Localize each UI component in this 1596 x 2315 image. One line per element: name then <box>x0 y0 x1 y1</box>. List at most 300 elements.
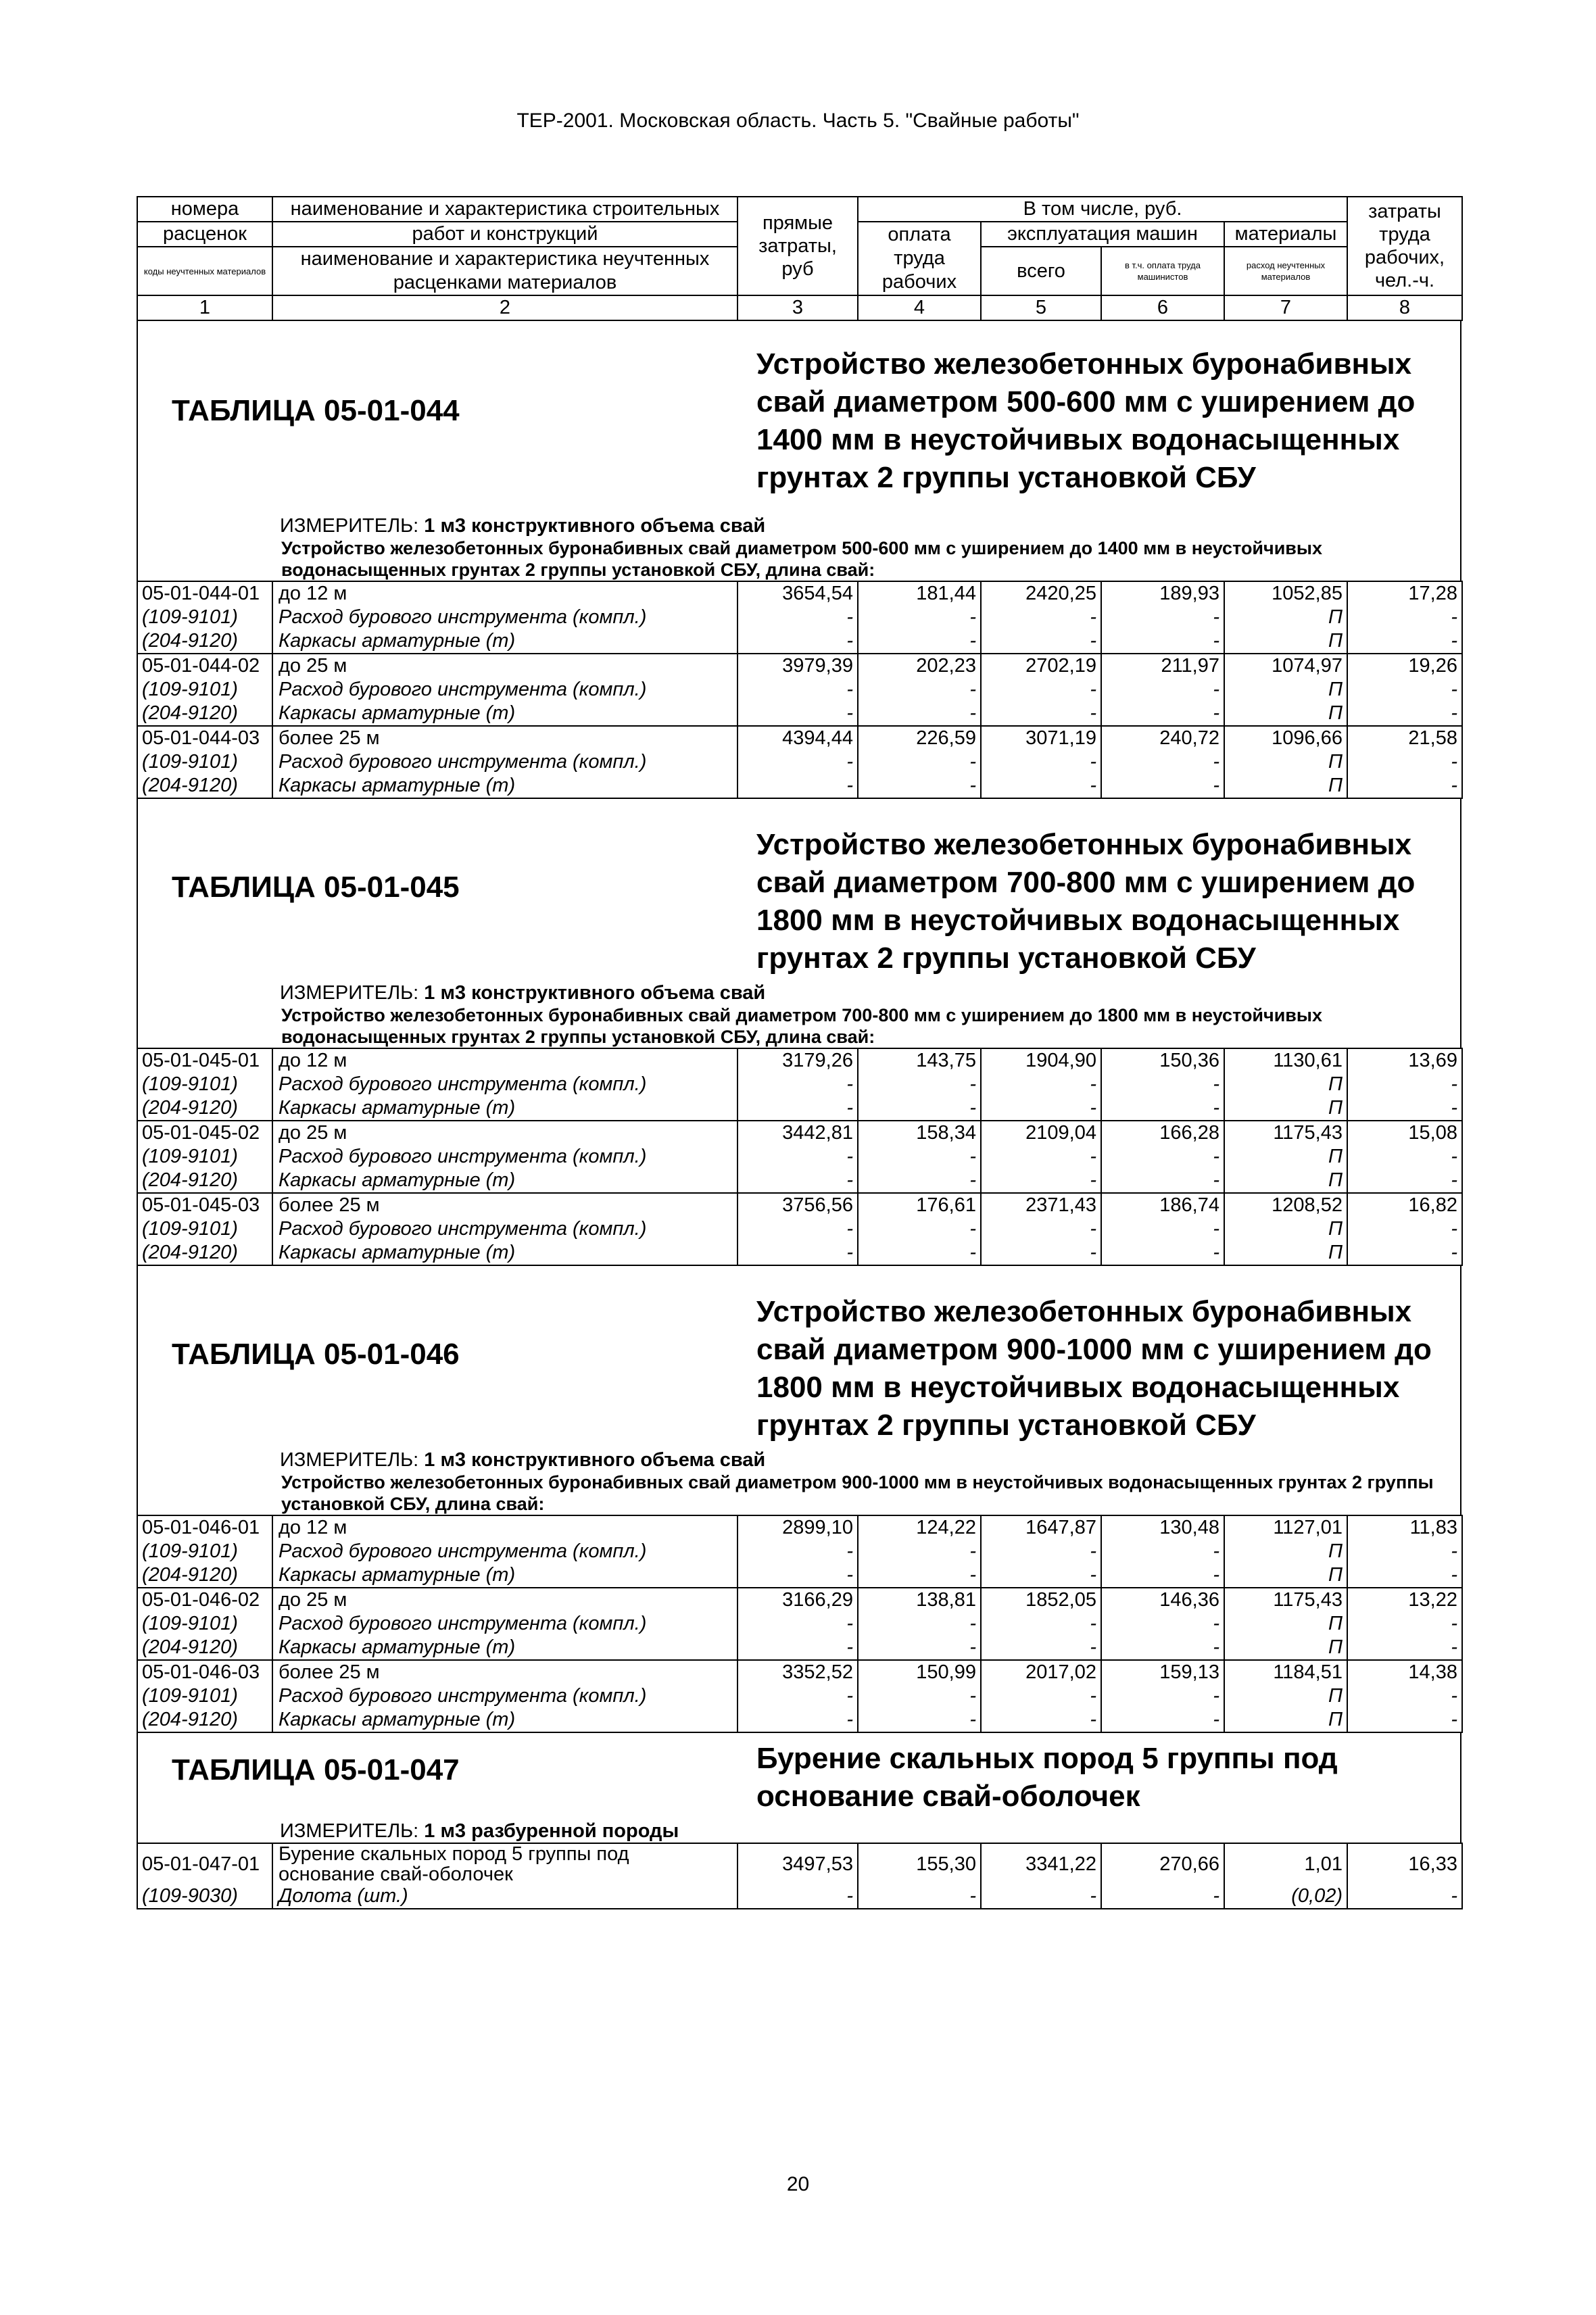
dash: - <box>1101 1563 1224 1588</box>
resource-name: Расход бурового инструмента (компл.) <box>272 1145 737 1169</box>
cell-machinist-pay: 270,66 <box>1101 1843 1224 1884</box>
resource-code: (109-9101) <box>137 750 272 774</box>
dash: - <box>1101 1884 1224 1909</box>
header-num: 2 <box>272 295 737 320</box>
cell-direct-costs: 3979,39 <box>737 654 858 678</box>
resource-row <box>137 774 1462 798</box>
cell-machinist-pay: 146,36 <box>1101 1588 1224 1612</box>
row-code: 05-01-045-03 <box>137 1193 272 1217</box>
dash: - <box>1347 1096 1462 1121</box>
resource-name: Расход бурового инструмента (компл.) <box>272 1073 737 1096</box>
cell-labor-hours: 11,83 <box>1347 1515 1462 1540</box>
dash: - <box>1347 1540 1462 1563</box>
row-code: 05-01-046-01 <box>137 1515 272 1540</box>
measure <box>138 514 1460 537</box>
header-c3: прямые затраты, руб <box>737 197 858 295</box>
dash: - <box>981 1145 1101 1169</box>
dash: - <box>1347 1241 1462 1265</box>
table-row <box>137 1193 1462 1217</box>
resource-row <box>137 1563 1462 1588</box>
dash: - <box>737 1540 858 1563</box>
resource-row <box>137 629 1462 654</box>
table-description: Устройство железобетонных буронабивных свай диаметром 900-1000 мм в неустойчивых водонасыщенных грунтах 2 группы установкой СБУ, длина свай: <box>281 1472 1434 1514</box>
cell-direct-costs: 3179,26 <box>737 1048 858 1073</box>
dash: - <box>1101 678 1224 702</box>
row-name: до 12 м <box>272 1515 737 1540</box>
cell-labor-hours: 14,38 <box>1347 1660 1462 1684</box>
row-name: до 25 м <box>272 1588 737 1612</box>
row-code: 05-01-047-01 <box>137 1843 272 1884</box>
resource-code: (109-9101) <box>137 1684 272 1708</box>
row-name: до 12 м <box>272 1048 737 1073</box>
table-title: Устройство железобетонных буронабивных свай диаметром 700-800 мм с уширением до 1800 мм в неустойчивых водонасыщенных грунтах 2 группы установкой СБУ <box>756 828 1416 975</box>
dash: - <box>858 678 981 702</box>
measure <box>138 981 1460 1004</box>
dash: - <box>1347 678 1462 702</box>
dash: - <box>1347 1169 1462 1193</box>
table-id: ТАБЛИЦА 05-01-047 <box>172 1753 460 1786</box>
resource-code: (204-9120) <box>137 774 272 798</box>
header-c5: всего <box>981 247 1101 295</box>
resource-marker: П <box>1224 1217 1347 1241</box>
dash: - <box>1347 1708 1462 1732</box>
cell-labor-pay: 202,23 <box>858 654 981 678</box>
cell-labor-pay: 124,22 <box>858 1515 981 1540</box>
resource-marker: П <box>1224 1145 1347 1169</box>
price-table <box>137 1515 1463 1733</box>
dash: - <box>737 1708 858 1732</box>
resource-name: Каркасы арматурные (т) <box>272 774 737 798</box>
header-c1-bot: коды неучтенных материалов <box>137 247 272 295</box>
header-machines: эксплуатация машин <box>981 222 1224 247</box>
dash: - <box>1101 1217 1224 1241</box>
cell-machines-total: 3341,22 <box>981 1843 1101 1884</box>
cell-materials: 1175,43 <box>1224 1121 1347 1145</box>
table-row <box>137 1843 1462 1884</box>
cell-direct-costs: 3166,29 <box>737 1588 858 1612</box>
resource-marker: П <box>1224 1241 1347 1265</box>
measure <box>138 1820 1460 1843</box>
measure-value: 1 м3 конструктивного объема свай <box>424 1449 766 1471</box>
dash: - <box>1347 629 1462 654</box>
cell-materials: 1208,52 <box>1224 1193 1347 1217</box>
resource-name: Расход бурового инструмента (компл.) <box>272 1217 737 1241</box>
row-name: до 25 м <box>272 1121 737 1145</box>
resource-code: (109-9101) <box>137 1145 272 1169</box>
row-name: до 12 м <box>272 581 737 606</box>
row-name: Бурение скальных пород 5 группы под основание свай-оболочек <box>272 1843 737 1884</box>
cell-labor-pay: 226,59 <box>858 726 981 750</box>
table-section <box>137 1733 1461 1843</box>
dash: - <box>981 1540 1101 1563</box>
dash: - <box>981 1217 1101 1241</box>
row-code: 05-01-046-03 <box>137 1660 272 1684</box>
dash: - <box>981 702 1101 726</box>
cell-machines-total: 2017,02 <box>981 1660 1101 1684</box>
dash: - <box>981 606 1101 629</box>
dash: - <box>737 774 858 798</box>
table-row <box>137 726 1462 750</box>
dash: - <box>737 1145 858 1169</box>
resource-row <box>137 1073 1462 1096</box>
document-body <box>137 196 1461 1909</box>
resource-code: (109-9101) <box>137 1073 272 1096</box>
dash: - <box>737 1612 858 1636</box>
resource-row <box>137 1096 1462 1121</box>
table-title: Устройство железобетонных буронабивных свай диаметром 500-600 мм с уширением до 1400 мм в неустойчивых водонасыщенных грунтах 2 группы установкой СБУ <box>756 347 1416 494</box>
dash: - <box>1101 1636 1224 1660</box>
dash: - <box>737 1169 858 1193</box>
cell-machines-total: 2420,25 <box>981 581 1101 606</box>
resource-code: (204-9120) <box>137 1096 272 1121</box>
row-code: 05-01-045-01 <box>137 1048 272 1073</box>
header-c6: в т.ч. оплата труда машинистов <box>1101 247 1224 295</box>
dash: - <box>858 1563 981 1588</box>
cell-direct-costs: 3497,53 <box>737 1843 858 1884</box>
dash: - <box>858 1169 981 1193</box>
dash: - <box>1347 606 1462 629</box>
resource-row <box>137 750 1462 774</box>
resource-marker: П <box>1224 702 1347 726</box>
resource-name: Долота (шт.) <box>272 1884 737 1909</box>
dash: - <box>1101 1169 1224 1193</box>
dash: - <box>1101 750 1224 774</box>
dash: - <box>1347 702 1462 726</box>
dash: - <box>858 1540 981 1563</box>
cell-materials: 1052,85 <box>1224 581 1347 606</box>
table-section <box>137 321 1461 581</box>
row-name: более 25 м <box>272 1193 737 1217</box>
cell-machinist-pay: 189,93 <box>1101 581 1224 606</box>
cell-machinist-pay: 240,72 <box>1101 726 1224 750</box>
dash: - <box>858 702 981 726</box>
dash: - <box>1101 1073 1224 1096</box>
row-name: более 25 м <box>272 1660 737 1684</box>
dash: - <box>858 1096 981 1121</box>
row-code: 05-01-045-02 <box>137 1121 272 1145</box>
cell-machines-total: 2371,43 <box>981 1193 1101 1217</box>
resource-code: (109-9101) <box>137 678 272 702</box>
resource-marker: П <box>1224 1169 1347 1193</box>
row-code: 05-01-046-02 <box>137 1588 272 1612</box>
resource-row <box>137 1884 1462 1909</box>
resource-name: Расход бурового инструмента (компл.) <box>272 1612 737 1636</box>
price-table <box>137 1843 1463 1909</box>
resource-row <box>137 1241 1462 1265</box>
cell-machinist-pay: 166,28 <box>1101 1121 1224 1145</box>
dash: - <box>981 750 1101 774</box>
dash: - <box>858 774 981 798</box>
cell-direct-costs: 3654,54 <box>737 581 858 606</box>
resource-name: Каркасы арматурные (т) <box>272 1708 737 1732</box>
dash: - <box>981 1241 1101 1265</box>
header-c2-mid: работ и конструкций <box>272 222 737 247</box>
measure <box>138 1448 1460 1471</box>
dash: - <box>1347 1684 1462 1708</box>
dash: - <box>858 1145 981 1169</box>
resource-row <box>137 606 1462 629</box>
measure-prefix: ИЗМЕРИТЕЛЬ: <box>280 1449 419 1471</box>
resource-row <box>137 678 1462 702</box>
resource-marker: П <box>1224 1612 1347 1636</box>
dash: - <box>981 1708 1101 1732</box>
dash: - <box>1101 1708 1224 1732</box>
cell-labor-pay: 150,99 <box>858 1660 981 1684</box>
cell-labor-pay: 158,34 <box>858 1121 981 1145</box>
dash: - <box>981 1884 1101 1909</box>
dash: - <box>1347 750 1462 774</box>
dash: - <box>1101 1096 1224 1121</box>
resource-code: (204-9120) <box>137 1241 272 1265</box>
dash: - <box>1347 1145 1462 1169</box>
dash: - <box>1101 606 1224 629</box>
cell-labor-hours: 15,08 <box>1347 1121 1462 1145</box>
resource-code: (204-9120) <box>137 1708 272 1732</box>
cell-direct-costs: 3442,81 <box>737 1121 858 1145</box>
row-code: 05-01-044-01 <box>137 581 272 606</box>
dash: - <box>737 1636 858 1660</box>
table-title: Устройство железобетонных буронабивных свай диаметром 900-1000 мм с уширением до 1800 мм в неустойчивых водонасыщенных грунтах 2 группы установкой СБУ <box>756 1295 1432 1442</box>
dash: - <box>981 1612 1101 1636</box>
table-section <box>137 1266 1461 1515</box>
resource-row <box>137 702 1462 726</box>
dash: - <box>981 1073 1101 1096</box>
resource-row <box>137 1145 1462 1169</box>
dash: - <box>1347 1636 1462 1660</box>
resource-name: Расход бурового инструмента (компл.) <box>272 606 737 629</box>
table-id: ТАБЛИЦА 05-01-046 <box>172 1338 460 1371</box>
dash: - <box>737 629 858 654</box>
table-section <box>137 799 1461 1048</box>
resource-name: Каркасы арматурные (т) <box>272 1169 737 1193</box>
cell-labor-hours: 21,58 <box>1347 726 1462 750</box>
resource-code: (109-9101) <box>137 1540 272 1563</box>
cell-machines-total: 1904,90 <box>981 1048 1101 1073</box>
page-number: 20 <box>786 2173 810 2195</box>
table-row <box>137 581 1462 606</box>
header-c1-mid: расценок <box>137 222 272 247</box>
resource-code: (204-9120) <box>137 702 272 726</box>
cell-direct-costs: 2899,10 <box>737 1515 858 1540</box>
measure-prefix: ИЗМЕРИТЕЛЬ: <box>280 515 419 537</box>
cell-labor-hours: 16,33 <box>1347 1843 1462 1884</box>
row-code: 05-01-044-03 <box>137 726 272 750</box>
header-materials: материалы <box>1224 222 1347 247</box>
dash: - <box>1347 1884 1462 1909</box>
price-table <box>137 1048 1463 1266</box>
dash: - <box>1101 702 1224 726</box>
dash: - <box>1347 1563 1462 1588</box>
dash: - <box>1101 1684 1224 1708</box>
cell-labor-pay: 176,61 <box>858 1193 981 1217</box>
dash: - <box>981 1684 1101 1708</box>
header-group: В том числе, руб. <box>858 197 1347 222</box>
resource-row <box>137 1708 1462 1732</box>
cell-machines-total: 2109,04 <box>981 1121 1101 1145</box>
resource-marker: П <box>1224 678 1347 702</box>
resource-code: (109-9101) <box>137 606 272 629</box>
table-title: Бурение скальных пород 5 группы под основание свай-оболочек <box>756 1742 1338 1813</box>
resource-name: Каркасы арматурные (т) <box>272 1636 737 1660</box>
dash: - <box>1347 1217 1462 1241</box>
header-c2-top: наименование и характеристика строительных <box>272 197 737 222</box>
row-name: до 25 м <box>272 654 737 678</box>
resource-name: Каркасы арматурные (т) <box>272 702 737 726</box>
cell-machinist-pay: 159,13 <box>1101 1660 1224 1684</box>
cell-labor-hours: 13,69 <box>1347 1048 1462 1073</box>
resource-name: Каркасы арматурные (т) <box>272 1241 737 1265</box>
cell-machinist-pay: 130,48 <box>1101 1515 1224 1540</box>
resource-marker: П <box>1224 629 1347 654</box>
cell-labor-hours: 19,26 <box>1347 654 1462 678</box>
header-num: 4 <box>858 295 981 320</box>
cell-machinist-pay: 186,74 <box>1101 1193 1224 1217</box>
dash: - <box>1101 774 1224 798</box>
dash: - <box>1101 1145 1224 1169</box>
cell-labor-pay: 138,81 <box>858 1588 981 1612</box>
resource-row <box>137 1169 1462 1193</box>
resource-marker: П <box>1224 1636 1347 1660</box>
header-num: 6 <box>1101 295 1224 320</box>
resource-name: Расход бурового инструмента (компл.) <box>272 1684 737 1708</box>
dash: - <box>737 1217 858 1241</box>
dash: - <box>858 1073 981 1096</box>
resource-marker: П <box>1224 1073 1347 1096</box>
table-row <box>137 1121 1462 1145</box>
resource-name: Каркасы арматурные (т) <box>272 1563 737 1588</box>
dash: - <box>858 606 981 629</box>
header-c2-bot: наименование и характеристика неучтенных расценками материалов <box>272 247 737 295</box>
dash: - <box>737 606 858 629</box>
cell-labor-pay: 155,30 <box>858 1843 981 1884</box>
measure-prefix: ИЗМЕРИТЕЛЬ: <box>280 982 419 1004</box>
dash: - <box>1101 629 1224 654</box>
cell-labor-pay: 181,44 <box>858 581 981 606</box>
resource-marker: (0,02) <box>1224 1884 1347 1909</box>
header-c1-top: номера <box>137 197 272 222</box>
resource-code: (204-9120) <box>137 629 272 654</box>
dash: - <box>737 1563 858 1588</box>
measure-value: 1 м3 конструктивного объема свай <box>424 982 766 1004</box>
dash: - <box>1101 1241 1224 1265</box>
resource-marker: П <box>1224 1684 1347 1708</box>
cell-materials: 1127,01 <box>1224 1515 1347 1540</box>
dash: - <box>981 774 1101 798</box>
table-row <box>137 1515 1462 1540</box>
cell-machines-total: 3071,19 <box>981 726 1101 750</box>
table-row <box>137 1660 1462 1684</box>
resource-marker: П <box>1224 750 1347 774</box>
cell-direct-costs: 3352,52 <box>737 1660 858 1684</box>
resource-code: (109-9030) <box>137 1884 272 1909</box>
dash: - <box>858 1636 981 1660</box>
dash: - <box>737 1073 858 1096</box>
dash: - <box>1347 774 1462 798</box>
row-code: 05-01-044-02 <box>137 654 272 678</box>
tables-container <box>137 321 1461 1909</box>
cell-materials: 1184,51 <box>1224 1660 1347 1684</box>
price-table <box>137 581 1463 799</box>
dash: - <box>1101 1540 1224 1563</box>
table-row <box>137 1048 1462 1073</box>
dash: - <box>858 1217 981 1241</box>
dash: - <box>858 629 981 654</box>
resource-marker: П <box>1224 1540 1347 1563</box>
table-row <box>137 1588 1462 1612</box>
column-header <box>137 196 1463 321</box>
resource-code: (109-9101) <box>137 1217 272 1241</box>
cell-machines-total: 2702,19 <box>981 654 1101 678</box>
resource-code: (204-9120) <box>137 1563 272 1588</box>
cell-direct-costs: 4394,44 <box>737 726 858 750</box>
page-header: ТЕР-2001. Московская область. Часть 5. "Свайные работы" <box>516 109 1080 132</box>
header-num: 3 <box>737 295 858 320</box>
resource-name: Каркасы арматурные (т) <box>272 1096 737 1121</box>
header-num: 5 <box>981 295 1101 320</box>
dash: - <box>737 1241 858 1265</box>
resource-code: (109-9101) <box>137 1612 272 1636</box>
dash: - <box>1347 1073 1462 1096</box>
resource-name: Расход бурового инструмента (компл.) <box>272 678 737 702</box>
table-description: Устройство железобетонных буронабивных свай диаметром 700-800 мм с уширением до 1800 мм в неустойчивых водонасыщенных грунтах 2 группы установкой СБУ, длина свай: <box>281 1005 1322 1047</box>
resource-row <box>137 1540 1462 1563</box>
header-num: 1 <box>137 295 272 320</box>
table-id: ТАБЛИЦА 05-01-044 <box>172 394 460 427</box>
dash: - <box>981 1636 1101 1660</box>
measure-value: 1 м3 разбуренной породы <box>424 1820 679 1842</box>
dash: - <box>858 1241 981 1265</box>
dash: - <box>858 750 981 774</box>
resource-name: Каркасы арматурные (т) <box>272 629 737 654</box>
dash: - <box>737 1096 858 1121</box>
dash: - <box>981 1563 1101 1588</box>
dash: - <box>858 1684 981 1708</box>
cell-labor-pay: 143,75 <box>858 1048 981 1073</box>
dash: - <box>737 678 858 702</box>
resource-name: Расход бурового инструмента (компл.) <box>272 750 737 774</box>
header-num: 8 <box>1347 295 1462 320</box>
cell-materials: 1096,66 <box>1224 726 1347 750</box>
dash: - <box>981 1096 1101 1121</box>
table-row <box>137 654 1462 678</box>
resource-name: Расход бурового инструмента (компл.) <box>272 1540 737 1563</box>
resource-row <box>137 1684 1462 1708</box>
header-c8: затраты труда рабочих, чел.-ч. <box>1347 197 1462 295</box>
cell-machinist-pay: 211,97 <box>1101 654 1224 678</box>
dash: - <box>981 678 1101 702</box>
cell-labor-hours: 13,22 <box>1347 1588 1462 1612</box>
header-c4: оплата труда рабочих <box>858 222 981 295</box>
dash: - <box>1101 1612 1224 1636</box>
cell-machines-total: 1852,05 <box>981 1588 1101 1612</box>
resource-marker: П <box>1224 606 1347 629</box>
cell-materials: 1175,43 <box>1224 1588 1347 1612</box>
dash: - <box>1347 1612 1462 1636</box>
dash: - <box>858 1612 981 1636</box>
dash: - <box>981 629 1101 654</box>
cell-machines-total: 1647,87 <box>981 1515 1101 1540</box>
dash: - <box>737 702 858 726</box>
resource-marker: П <box>1224 1708 1347 1732</box>
header-c7: расход неучтенных материалов <box>1224 247 1347 295</box>
table-description: Устройство железобетонных буронабивных свай диаметром 500-600 мм с уширением до 1400 мм в неустойчивых водонасыщенных грунтах 2 группы установкой СБУ, длина свай: <box>281 538 1322 580</box>
dash: - <box>737 750 858 774</box>
table-id: ТАБЛИЦА 05-01-045 <box>172 871 460 904</box>
measure-prefix: ИЗМЕРИТЕЛЬ: <box>280 1820 419 1842</box>
dash: - <box>858 1884 981 1909</box>
row-name: более 25 м <box>272 726 737 750</box>
cell-labor-hours: 17,28 <box>1347 581 1462 606</box>
